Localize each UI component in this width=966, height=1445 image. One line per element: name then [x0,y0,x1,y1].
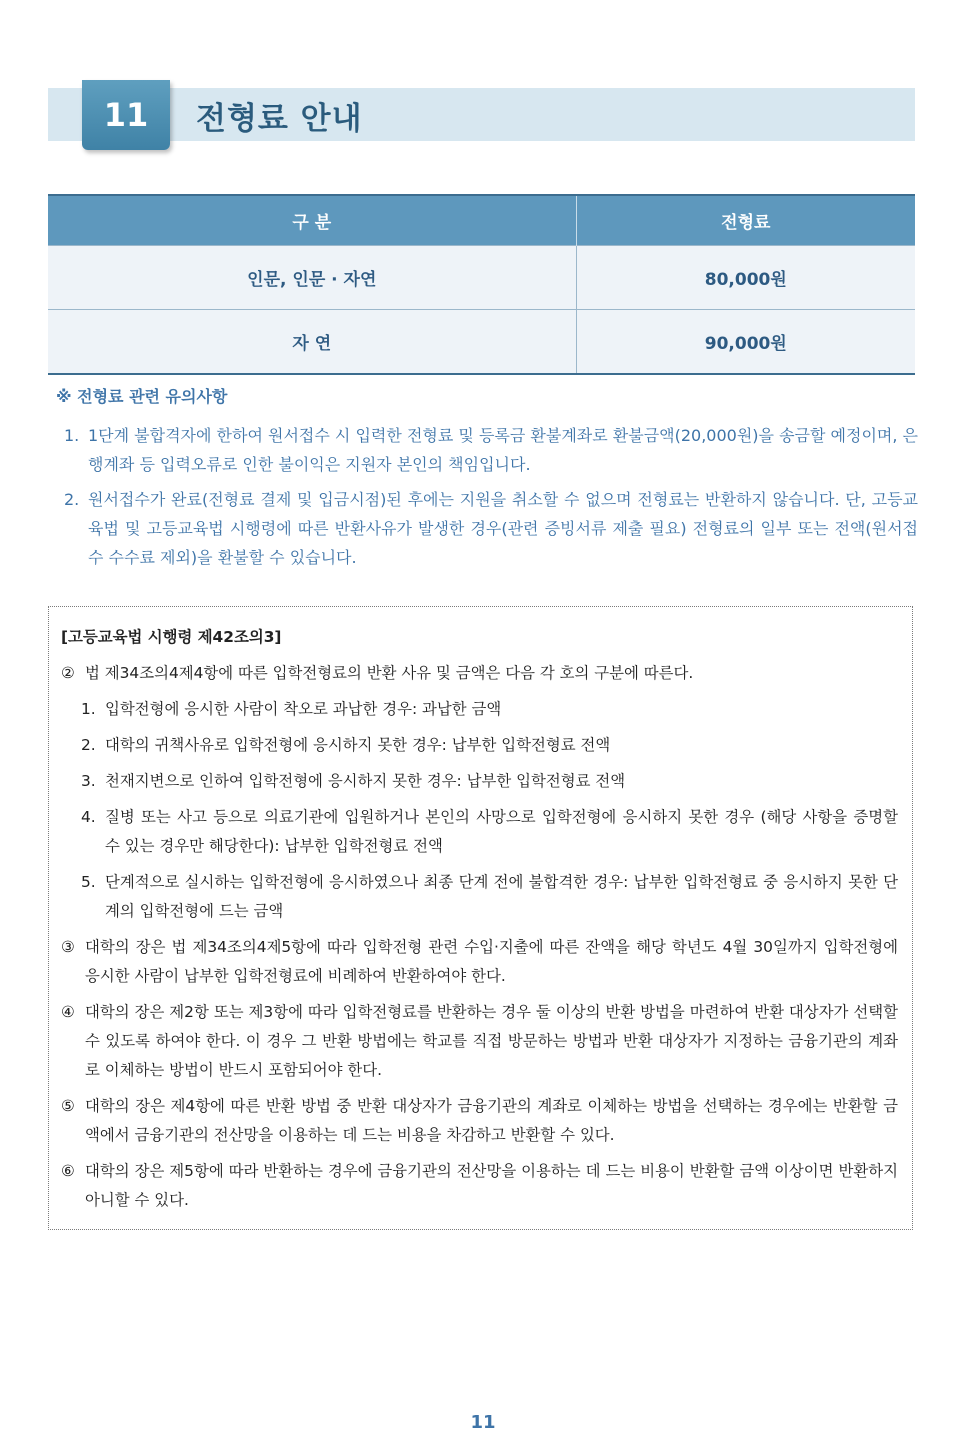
table-row [48,246,915,310]
fee-notes [56,384,918,578]
page-number: 11 [470,1412,496,1433]
law-paragraph [61,1092,898,1150]
fee-notes-title: ※ 전형료 관련 유의사항 [56,387,228,406]
subitem-text: 질병 또는 사고 등으로 의료기관에 입원하거나 본인의 사망으로 입학전형에 응시하지 못한 경우 (해당 사항을 증명할 수 있는 경우만 해당한다): 납부한 입학전형료 전액 [105,808,898,855]
law-subitem [61,803,898,861]
paragraph-mark: ⑤ [61,1097,75,1115]
paragraph-text: 대학의 장은 제5항에 따라 반환하는 경우에 금융기관의 전산망을 이용하는 데 드는 비용이 반환할 금액 이상이면 반환하지 아니할 수 있다. [85,1162,898,1209]
law-paragraph [61,998,898,1085]
section-header-band [48,88,915,141]
subitem-text: 천재지변으로 인하여 입학전형에 응시하지 못한 경우: 납부한 입학전형료 전액 [105,772,626,790]
fee-table-header-category: 구 분 [48,195,576,246]
fee-table [48,194,915,375]
fee-table-header-fee: 전형료 [576,195,915,246]
fee-table-cell-fee: 90,000원 [576,310,915,375]
law-paragraph [61,1157,898,1215]
law-excerpt-box [48,606,913,1230]
subitem-number: 2. [81,736,96,754]
paragraph-text: 대학의 장은 제4항에 따른 반환 방법 중 반환 대상자가 금융기관의 계좌로 이체하는 방법을 선택하는 경우에는 반환할 금액에서 금융기관의 전산망을 이용하는 데 드는 비용을 차감하고 반환할 수 있다. [85,1097,898,1144]
note-text: 1단계 불합격자에 한하여 원서접수 시 입력한 전형료 및 등록금 환불계좌로 환불금액(20,000원)을 송금할 예정이며, 은행계좌 등 입력오류로 인한 불이익은 지원자 본인의 책임입니다. [88,426,918,474]
note-number: 2. [64,490,80,509]
list-item [56,485,918,572]
paragraph-text: 대학의 장은 법 제34조의4제5항에 따라 입학전형 관련 수입·지출에 따른 잔액을 해당 학년도 4월 30일까지 입학전형에 응시한 사람이 납부한 입학전형료에 비례하여 반환하여야 한다. [85,938,898,985]
subitem-number: 4. [81,808,96,826]
note-number: 1. [64,426,80,445]
fee-table-cell-category: 인문, 인문 · 자연 [48,246,576,310]
list-item [56,421,918,479]
subitem-number: 5. [81,873,96,891]
paragraph-mark: ③ [61,938,75,956]
law-subitem [61,767,898,796]
paragraph-mark: ② [61,664,75,682]
law-subitem [61,731,898,760]
subitem-number: 3. [81,772,96,790]
table-row [48,310,915,375]
paragraph-text: 법 제34조의4제4항에 따른 입학전형료의 반환 사유 및 금액은 다음 각 호의 구분에 따른다. [85,664,694,682]
section-title: 전형료 안내 [196,100,363,137]
subitem-text: 입학전형에 응시한 사람이 착오로 과납한 경우: 과납한 금액 [105,700,502,718]
subitem-text: 대학의 귀책사유로 입학전형에 응시하지 못한 경우: 납부한 입학전형료 전액 [105,736,611,754]
note-text: 원서접수가 완료(전형료 결제 및 입금시점)된 후에는 지원을 취소할 수 없으며 전형료는 반환하지 않습니다. 단, 고등교육법 및 고등교육법 시행령에 따른 반환사유가 발생한 경우(관련 증빙서류 제출 필요) 전형료의 일부 또는 전액(원서접수 수수료 제외)을 환불할 수 있습니다. [88,490,918,567]
subitem-number: 1. [81,700,96,718]
fee-table-cell-category: 자 연 [48,310,576,375]
paragraph-mark: ⑥ [61,1162,75,1180]
fee-table-header-row [48,195,915,246]
law-subitem [61,695,898,724]
law-paragraph [61,933,898,991]
subitem-text: 단계적으로 실시하는 입학전형에 응시하였으나 최종 단계 전에 불합격한 경우: 납부한 입학전형료 중 응시하지 못한 단계의 입학전형에 드는 금액 [105,873,898,920]
fee-table-cell-fee: 80,000원 [576,246,915,310]
law-paragraph [61,659,898,688]
law-subitem [61,868,898,926]
paragraph-mark: ④ [61,1003,75,1021]
law-excerpt-title: [고등교육법 시행령 제42조의3] [61,628,282,646]
paragraph-text: 대학의 장은 제2항 또는 제3항에 따라 입학전형료를 반환하는 경우 둘 이상의 반환 방법을 마련하여 반환 대상자가 선택할 수 있도록 하여야 한다. 이 경우 그 반환 방법에는 학교를 직접 방문하는 방법과 반환 대상자가 지정하는 금융기관의 계좌로 이체하는 방법이 반드시 포함되어야 한다. [85,1003,898,1079]
section-number-badge: 11 [82,80,170,150]
